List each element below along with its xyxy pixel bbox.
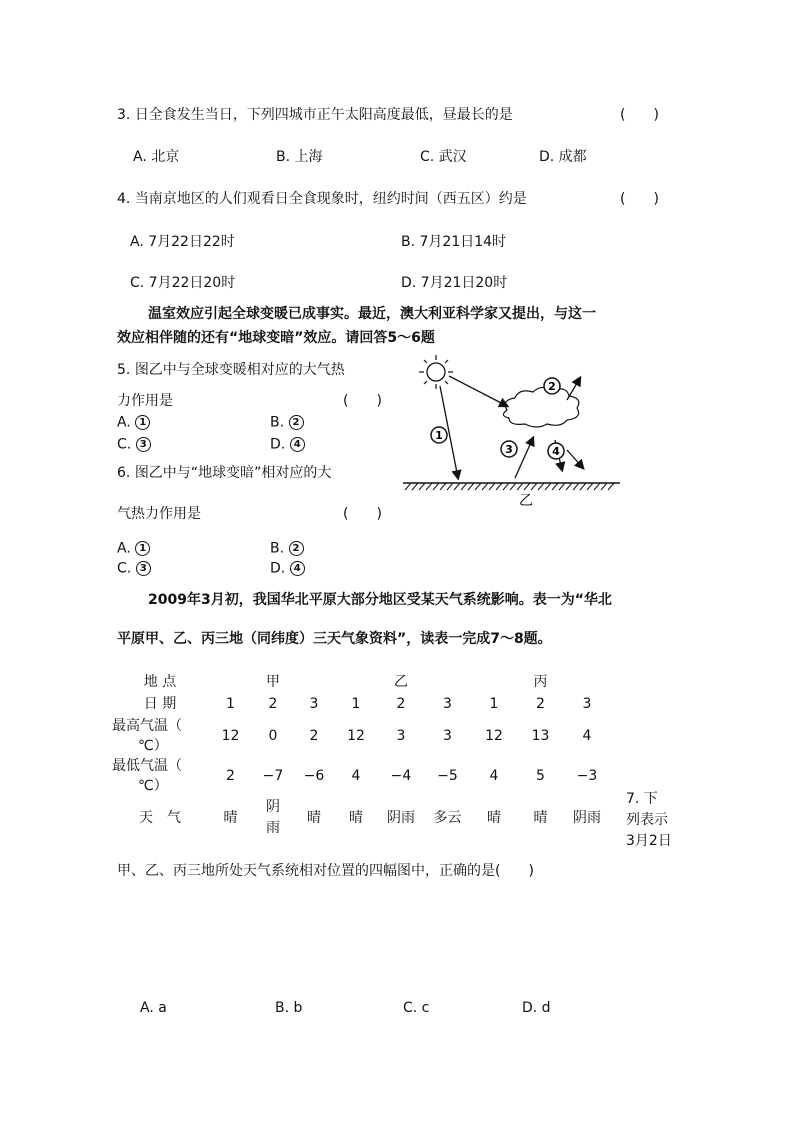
circled-2-icon: 2 bbox=[289, 415, 304, 430]
table-row-max-temp bbox=[112, 716, 611, 756]
table-cell: 阴雨 bbox=[387, 810, 415, 826]
table-cell: 3 bbox=[582, 696, 592, 712]
q6-option-d bbox=[270, 561, 305, 576]
table-row-weather bbox=[112, 796, 611, 840]
table-cell: 晴 bbox=[223, 810, 238, 826]
q5-option-b-letter: B. bbox=[270, 414, 285, 431]
table-cell: 1 bbox=[351, 696, 361, 712]
q3-answer-paren: ( ) bbox=[620, 107, 659, 123]
q4-number: 4. bbox=[117, 191, 131, 207]
q7-side-line2: 列表示 bbox=[626, 812, 668, 828]
max-temp-label-1: 最高气温（ bbox=[112, 718, 182, 734]
q5-option-c-letter: C. bbox=[117, 436, 132, 453]
max-temp-label-2: ℃） bbox=[138, 738, 168, 754]
intro-5-6-line1: 温室效应引起全球变暖已成事实。最近，澳大利亚科学家又提出，与这一 bbox=[148, 306, 596, 322]
diagram-label-4-text: 4 bbox=[552, 445, 560, 458]
table-cell: 晴 bbox=[533, 810, 548, 826]
arrow-3-ground-radiation bbox=[515, 438, 533, 478]
table-row-dates bbox=[112, 692, 611, 716]
q6-option-c-letter: C. bbox=[117, 560, 132, 577]
q3-number: 3. bbox=[117, 107, 131, 123]
q4-option-c: C. 7月22日20时 bbox=[130, 275, 236, 291]
place-bing: 丙 bbox=[533, 674, 548, 690]
table-row-places bbox=[112, 672, 611, 692]
circled-4-icon: 4 bbox=[290, 561, 305, 576]
q3-option-a: A. 北京 bbox=[133, 149, 180, 165]
q6-option-a bbox=[117, 541, 150, 556]
q5-option-a bbox=[117, 415, 150, 430]
circled-3-icon: 3 bbox=[136, 437, 151, 452]
q4-option-a: A. 7月22日22时 bbox=[130, 234, 235, 250]
q3-option-b: B. 上海 bbox=[276, 149, 323, 165]
table-cell: 4 bbox=[489, 768, 499, 784]
table-cell: 12 bbox=[221, 728, 240, 744]
intro-7-8-line1: 2009年3月初，我国华北平原大部分地区受某天气系统影响。表一为“华北 bbox=[148, 592, 612, 608]
sun-icon bbox=[419, 355, 453, 389]
q5-stem-line1 bbox=[117, 363, 345, 377]
q7-stem: 甲、乙、丙三地所处天气系统相对位置的四幅图中，正确的是( ) bbox=[117, 863, 534, 879]
table-cell: −3 bbox=[576, 768, 598, 784]
min-temp-label-2: ℃） bbox=[138, 778, 168, 794]
table-cell: 3 bbox=[443, 728, 452, 744]
q7-option-c: C. c bbox=[403, 1000, 430, 1016]
table-cell bbox=[253, 796, 293, 840]
circled-1-icon: 1 bbox=[135, 415, 150, 430]
table-cell: −4 bbox=[390, 768, 412, 784]
q4-stem bbox=[117, 192, 527, 206]
q5-number: 5. bbox=[117, 362, 131, 378]
diagram-label-2 bbox=[544, 378, 560, 394]
q5-option-d-letter: D. bbox=[270, 436, 286, 453]
max-temp-label bbox=[112, 716, 208, 756]
weather-label: 天 气 bbox=[139, 810, 181, 826]
q5-option-d bbox=[270, 437, 305, 452]
q6-stem-line1 bbox=[117, 466, 331, 480]
place-label: 地 点 bbox=[143, 674, 177, 690]
ground-hatch bbox=[403, 483, 620, 490]
q5-option-a-letter: A. bbox=[117, 414, 131, 431]
q6-option-b-letter: B. bbox=[270, 540, 285, 557]
q6-option-d-letter: D. bbox=[270, 560, 286, 577]
table-cell: 晴 bbox=[487, 810, 501, 826]
date-label: 日 期 bbox=[143, 696, 177, 712]
min-temp-label-1: 最低气温（ bbox=[112, 758, 182, 774]
q7-side-line1: 7. 下 bbox=[626, 791, 658, 807]
table-cell: 4 bbox=[351, 768, 361, 784]
table-cell: 1 bbox=[489, 696, 499, 712]
q6-stem-line2: 气热力作用是 bbox=[117, 506, 201, 522]
diagram-label-1-text: 1 bbox=[435, 429, 443, 442]
q3-text: 日全食发生当日，下列四城市正午太阳高度最低，昼最长的是 bbox=[134, 107, 513, 123]
arrow-4-side bbox=[567, 450, 583, 468]
diagram-label-2-text: 2 bbox=[548, 380, 556, 393]
table-cell: 4 bbox=[582, 728, 592, 744]
table-cell: 2 bbox=[536, 696, 545, 712]
place-jia: 甲 bbox=[266, 674, 280, 690]
table-cell: −5 bbox=[437, 768, 458, 784]
table-cell: 12 bbox=[485, 728, 503, 744]
intro-7-8-line2: 平原甲、乙、丙三地（同纬度）三天气象资料”，读表一完成7～8题。 bbox=[117, 631, 552, 647]
table-cell: 晴 bbox=[307, 810, 321, 826]
diagram-caption: 乙 bbox=[519, 493, 533, 509]
table-cell: 5 bbox=[536, 768, 545, 784]
q4-option-d: D. 7月21日20时 bbox=[401, 275, 508, 291]
q6-answer-paren: ( ) bbox=[343, 506, 382, 522]
table-cell: 12 bbox=[347, 728, 365, 744]
weather-table bbox=[112, 672, 611, 840]
table-cell: 3 bbox=[396, 728, 406, 744]
intro-5-6-line2: 效应相伴随的还有“地球变暗”效应。请回答5～6题 bbox=[117, 330, 435, 346]
q5-stem-line2: 力作用是 bbox=[117, 393, 173, 409]
circled-3-icon: 3 bbox=[136, 561, 151, 576]
q7-option-d: D. d bbox=[522, 1000, 551, 1016]
table-cell: 晴 bbox=[349, 810, 363, 826]
circled-1-icon: 1 bbox=[135, 541, 150, 556]
q6-option-a-letter: A. bbox=[117, 540, 131, 557]
q5-option-b bbox=[270, 415, 304, 430]
q7-option-a: A. a bbox=[140, 1000, 167, 1016]
atmosphere-heat-diagram bbox=[395, 350, 630, 515]
table-cell: 3 bbox=[309, 696, 319, 712]
q4-option-b: B. 7月21日14时 bbox=[401, 234, 507, 250]
table-cell: 13 bbox=[531, 728, 550, 744]
diagram-label-3 bbox=[501, 441, 517, 457]
arrow-2-reflection bbox=[449, 376, 507, 406]
q5-answer-paren: ( ) bbox=[343, 393, 382, 409]
table-cell: 2 bbox=[309, 728, 319, 744]
q4-text: 当南京地区的人们观看日全食现象时，纽约时间（西五区）约是 bbox=[134, 191, 527, 207]
q6-option-c bbox=[117, 561, 151, 576]
weather-cell-text: 阴雨 bbox=[266, 799, 280, 836]
q3-option-d: D. 成都 bbox=[539, 149, 587, 165]
q4-answer-paren: ( ) bbox=[620, 191, 659, 207]
q7-option-b: B. b bbox=[275, 1000, 303, 1016]
q6-option-b bbox=[270, 541, 304, 556]
table-cell: −7 bbox=[262, 768, 284, 784]
q7-side-line3: 3月2日 bbox=[626, 833, 672, 849]
cloud-icon bbox=[503, 387, 578, 427]
circled-4-icon: 4 bbox=[290, 437, 305, 452]
q5-text: 图乙中与全球变暖相对应的大气热 bbox=[134, 362, 345, 378]
circled-2-icon: 2 bbox=[289, 541, 304, 556]
table-cell: −6 bbox=[303, 768, 325, 784]
table-cell: 3 bbox=[443, 696, 452, 712]
q6-number: 6. bbox=[117, 465, 131, 481]
table-cell: 1 bbox=[226, 696, 235, 712]
table-cell: 阴雨 bbox=[573, 810, 601, 826]
q3-option-c: C. 武汉 bbox=[420, 149, 467, 165]
min-temp-label bbox=[112, 756, 208, 796]
table-cell: 2 bbox=[396, 696, 406, 712]
diagram-label-3-text: 3 bbox=[505, 443, 513, 456]
q6-text: 图乙中与“地球变暗”相对应的大 bbox=[134, 465, 332, 481]
table-cell: 多云 bbox=[433, 810, 462, 826]
q5-option-c bbox=[117, 437, 151, 452]
diagram-label-1 bbox=[431, 427, 447, 443]
diagram-label-4 bbox=[548, 443, 564, 459]
place-yi: 乙 bbox=[394, 674, 408, 690]
table-cell: 0 bbox=[268, 728, 278, 744]
q3-stem bbox=[117, 108, 513, 122]
table-cell: 2 bbox=[226, 768, 235, 784]
table-cell: 2 bbox=[268, 696, 278, 712]
table-row-min-temp bbox=[112, 756, 611, 796]
